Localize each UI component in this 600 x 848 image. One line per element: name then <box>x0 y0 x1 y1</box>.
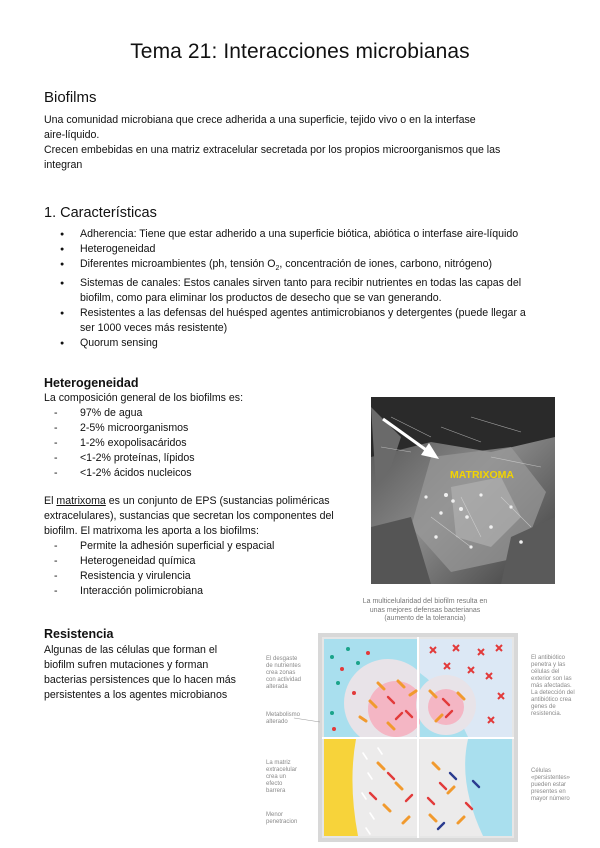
diagram-label-nutrients: El desgaste de nutrientes crea zonas con actividad alterada <box>266 656 302 690</box>
list-item: - <1-2% ácidos nucleicos <box>80 466 195 481</box>
caracteristicas-list <box>80 227 560 351</box>
list-item: - Heterogeneidad química <box>80 554 274 569</box>
list-item: ● Sistemas de canales: Estos canales sirven tanto para recibir nutrientes en todas las capas del biofilm, como para eliminar los productos de desecho que se van generando. <box>80 276 560 306</box>
composition-intro: La composición general de los biofilms es: <box>44 392 244 404</box>
heterogeneidad-heading: Heterogeneidad <box>44 376 139 390</box>
diagram-label-penetration: Menor penetracion <box>266 812 298 825</box>
biofilm-sem-photo <box>371 397 555 584</box>
diagram-label-matrix: La matriz extracelular crea un efecto barrera <box>266 760 298 794</box>
diagram-title: La multicelularidad del biofilm resulta en unas mejores defensas bacterianas (aumento de la tolerancia) <box>362 598 488 622</box>
list-item: - 97% de agua <box>80 406 195 421</box>
resistencia-paragraph: Algunas de las células que forman el biofilm sufren mutaciones y forman bacterias persistences que lo hacen más persistentes a los agentes microbianos <box>44 644 236 701</box>
biofilm-diagram <box>318 633 518 842</box>
diagram-label-metabolism: Metabolismo alterado <box>266 712 301 725</box>
list-item: ● Heterogeneidad <box>80 242 560 257</box>
matrixoma-list <box>80 539 274 599</box>
composition-list <box>80 406 195 481</box>
matrixoma-term: matrixoma <box>56 495 106 507</box>
def-line: Crecen embebidas en una matriz extracelular secretada por los propios microorganismos que las <box>44 144 501 156</box>
list-item: ● Diferentes microambientes (ph, tensión $O_2$, concentración de iones, carbono, nitrógeno) <box>80 257 560 276</box>
diagram-leader-lines <box>262 700 322 740</box>
list-item: ● Resistentes a las defensas del huésped agentes antimicrobianos y detergentes (puede llegar a ser 1000 veces más resistente) <box>80 306 560 336</box>
diagram-label-persisters: Células «persistentes» pueden estar presentes en mayor número <box>531 768 571 802</box>
def-line: Una comunidad microbiana que crece adherida a una superficie, tejido vivo o en la interfase <box>44 114 476 126</box>
def-line: aire-líquido. <box>44 129 100 141</box>
list-item: - <1-2% proteínas, lípidos <box>80 451 195 466</box>
matrixoma-label: MATRIXOMA <box>450 469 514 481</box>
caracteristicas-heading: 1. Características <box>44 205 157 221</box>
page-title: Tema 21: Interacciones microbianas <box>130 40 470 63</box>
diagram-label-antibiotic: El antibiótico penetra y las células del exterior son las más afectadas. La detección del antibiótico crea genes de resistencia. <box>531 655 575 717</box>
list-item: - 1-2% exopolisacáridos <box>80 436 195 451</box>
list-item: - Resistencia y virulencia <box>80 569 274 584</box>
list-item: ● Quorum sensing <box>80 336 560 351</box>
biofilms-definition <box>44 113 564 173</box>
matrixoma-paragraph: El matrixoma es un conjunto de EPS (sustancias poliméricas extracelulares), sustancias que secretan los componentes del biofilm. El matrixoma les aporta a los biofilms: <box>44 495 334 537</box>
biofilms-heading: Biofilms <box>44 89 97 106</box>
list-item: - Interacción polimicrobiana <box>80 584 274 599</box>
def-line: integran <box>44 159 83 171</box>
list-item: - Permite la adhesión superficial y espacial <box>80 539 274 554</box>
resistencia-heading: Resistencia <box>44 627 114 641</box>
list-item: ● Adherencia: Tiene que estar adherido a una superficie biótica, abiótica o interfase aire-líquido <box>80 227 560 242</box>
list-item: - 2-5% microorganismos <box>80 421 195 436</box>
